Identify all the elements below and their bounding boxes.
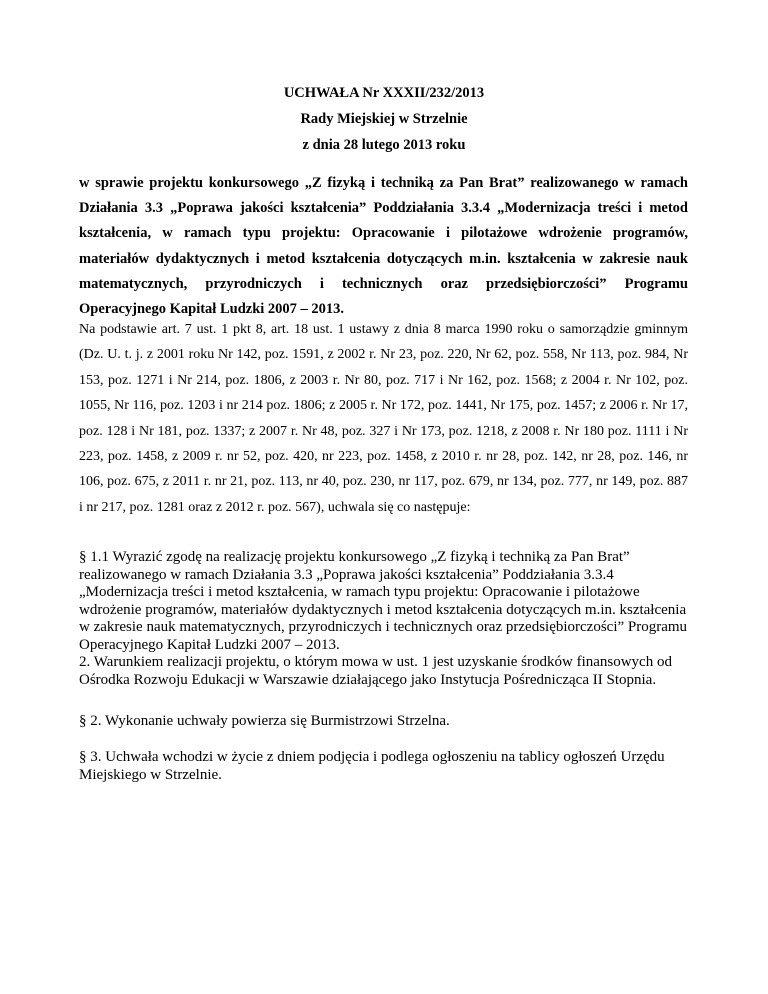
section-1 [79,549,688,689]
council-name: Rady Miejskiej w Strzelnie [300,111,468,127]
resolution-date: z dnia 28 lutego 2013 roku [302,137,466,153]
resolution-number: UCHWAŁA Nr XXXII/232/2013 [283,85,485,101]
section-1-point-1: § 1.1 Wyrazić zgodę na realizację projektu konkursowego „Z fizyką i techniką za Pan Brat” realizowanego w ramach Działania 3.3 „Poprawa jakości kształcenia” Poddziałania 3.3.4 „Modernizacja treści i metod kształcenia, w ramach typu projektu: Opracowanie i pilotażowe wdrożenie programów, materiałów dydaktycznych i metod kształcenia dotyczących m.in. kształcenia w zakresie nauk matematycznych, przyrodniczych i technicznych oraz przedsiębiorczości” Programu Operacyjnego Kapitał Ludzki 2007 – 2013. [79,549,688,653]
resolution-header [0,80,768,158]
section-3: § 3. Uchwała wchodzi w życie z dniem podjęcia i podlega ogłoszeniu na tablicy ogłoszeń Urzędu Miejskiego w Strzelnie. [79,749,665,783]
resolution-subject: w sprawie projektu konkursowego „Z fizyką i techniką za Pan Brat” realizowanego w ramach Działania 3.3 „Poprawa jakości kształcenia” Poddziałania 3.3.4 „Modernizacja treści i metod kształcenia, w ramach typu projektu: Opracowanie i pilotażowe wdrożenie programów, materiałów dydaktycznych i metod kształcenia dotyczących m.in. kształcenia w zakresie nauk matematycznych, przyrodniczych i technicznych oraz przedsiębiorczości” Programu Operacyjnego Kapitał Ludzki 2007 – 2013. [79,175,688,318]
legal-basis-paragraph: Na podstawie art. 7 ust. 1 pkt 8, art. 18 ust. 1 ustawy z dnia 8 marca 1990 roku o samorządzie gminnym (Dz. U. t. j. z 2001 roku Nr 142, poz. 1591, z 2002 r. Nr 23, poz. 220, Nr 62, poz. 558, Nr 113, poz. 984, Nr 153, poz. 1271 i Nr 214, poz. 1806, z 2003 r. Nr 80, poz. 717 i Nr 162, poz. 1568; z 2004 r. Nr 102, poz. 1055, Nr 116, poz. 1203 i nr 214 poz. 1806; z 2005 r. Nr 172, poz. 1441, Nr 175, poz. 1457; z 2006 r. Nr 17, poz. 128 i Nr 181, poz. 1337; z 2007 r. Nr 48, poz. 327 i Nr 173, poz. 1218, z 2008 r. Nr 180 poz. 1111 i Nr 223, poz. 1458, z 2009 r. nr 52, poz. 420, nr 223, poz. 1458, z 2010 r. nr 28, poz. 142, nr 28, poz. 146, nr 106, poz. 675, z 2011 r. nr 21, poz. 113, nr 40, poz. 230, nr 117, poz. 679, nr 134, poz. 777, nr 149, poz. 887 i nr 217, poz. 1281 oraz z 2012 r. poz. 567), uchwala się co następuje: [79,322,688,515]
section-1-point-2: 2. Warunkiem realizacji projektu, o którym mowa w ust. 1 jest uzyskanie środków finansowych od Ośrodka Rozwoju Edukacji w Warszawie działającego jako Instytucja Pośrednicząca II Stopnia. [79,654,672,688]
section-2: § 2. Wykonanie uchwały powierza się Burmistrzowi Strzelna. [79,713,450,729]
